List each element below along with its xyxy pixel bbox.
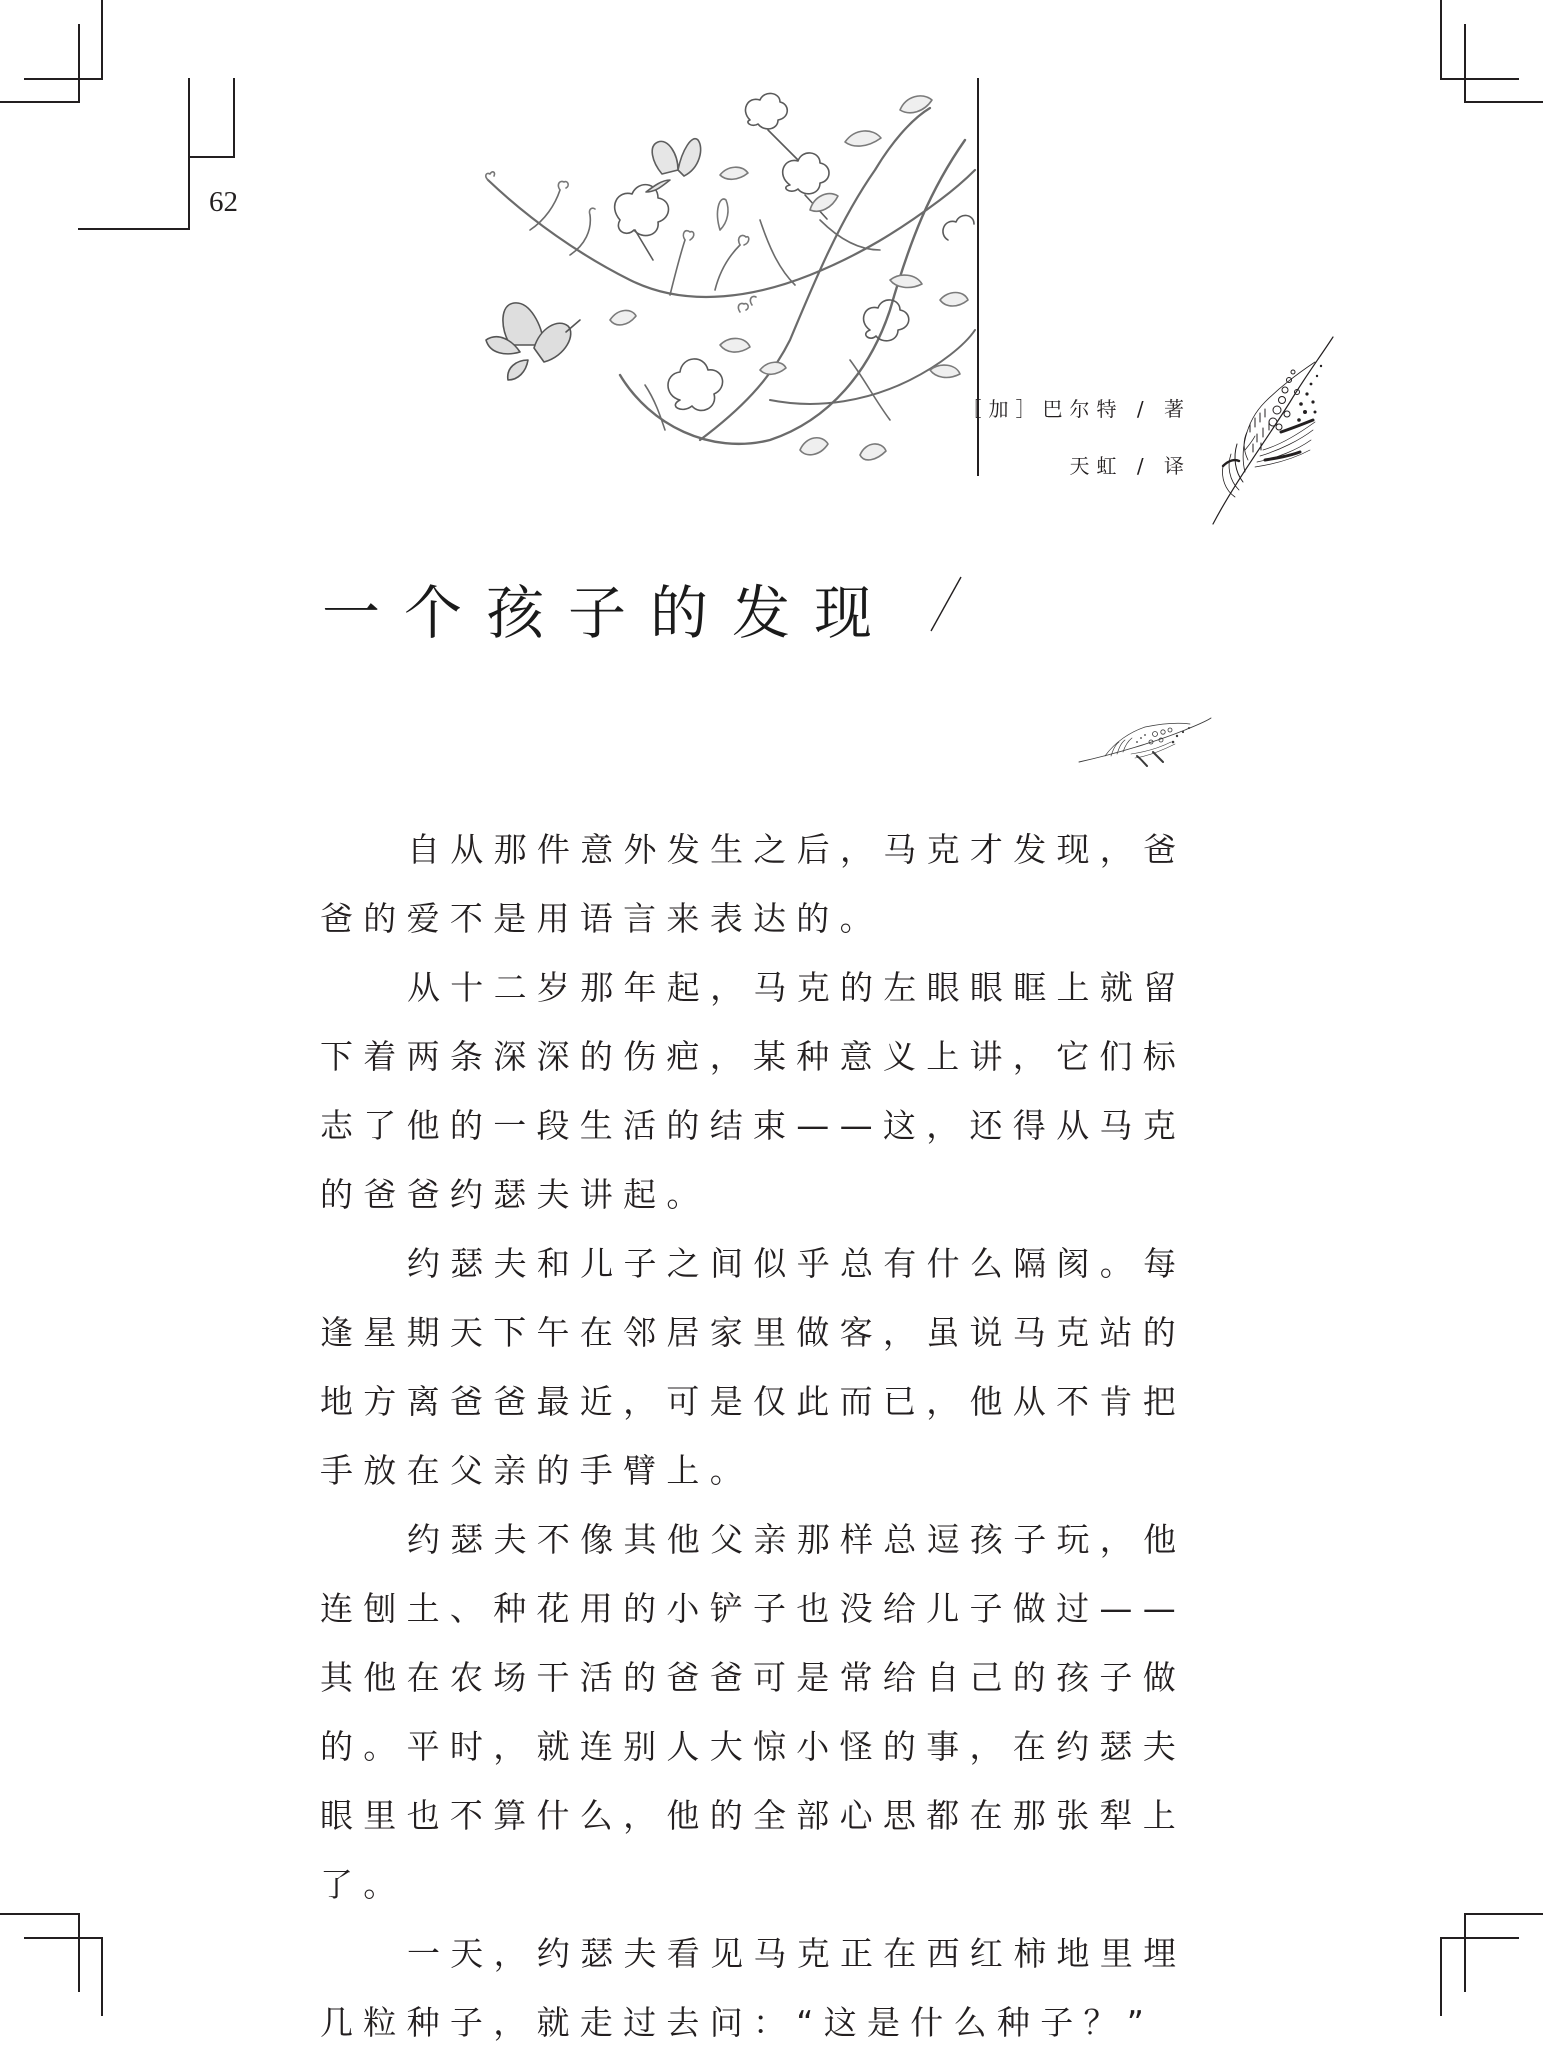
crop-mark-bottom-right-h2 <box>1440 1937 1519 1939</box>
crop-mark-top-left-v1 <box>101 0 103 79</box>
page-frame-inner-vertical <box>233 78 235 158</box>
translator-credit: 天虹 / 译 <box>1069 454 1191 478</box>
crop-mark-bottom-right-h1 <box>1464 1913 1543 1915</box>
feather-small-icon <box>1075 712 1215 767</box>
title-slash-mark <box>928 575 964 633</box>
crop-mark-bottom-left-v1 <box>78 1913 80 1992</box>
paragraph: 自从那件意外发生之后，马克才发现，爸爸的爱不是用语言来表达的。 <box>320 830 1187 938</box>
crop-mark-bottom-right-v2 <box>1440 1937 1442 2016</box>
feather-icon <box>1205 332 1340 527</box>
flower-vine-illustration <box>470 80 980 480</box>
paragraph: 从十二岁那年起，马克的左眼眼眶上就留下着两条深深的伤疤，某种意义上讲，它们标志了他的一段生活的结束——这，还得从马克的爸爸约瑟夫讲起。 <box>320 968 1187 1214</box>
page-number: 62 <box>209 186 238 218</box>
page-frame-vertical <box>188 78 190 230</box>
butterfly-icon <box>486 303 580 380</box>
crop-mark-top-left-h2 <box>0 101 79 103</box>
crop-mark-bottom-left-h1 <box>0 1913 79 1915</box>
butterfly-icon <box>646 139 701 192</box>
crop-mark-top-right-v2 <box>1464 24 1466 103</box>
paragraph: 约瑟夫和儿子之间似乎总有什么隔阂。每逢星期天下午在邻居家里做客，虽说马克站的地方离爸爸最近，可是仅此而已，他从不肯把手放在父亲的手臂上。 <box>320 1244 1187 1490</box>
paragraph: 一天，约瑟夫看见马克正在西红柿地里埋几粒种子，就走过去问：“这是什么种子？” <box>320 1934 1187 2042</box>
page-frame-bottom <box>78 228 189 230</box>
article-body <box>320 815 1200 2057</box>
crop-mark-top-left-v2 <box>78 24 80 103</box>
author-credit: ［加］巴尔特 / 著 <box>961 397 1191 421</box>
article-title: 一个孩子的发现 <box>322 579 897 647</box>
crop-mark-bottom-right-v1 <box>1464 1913 1466 1992</box>
crop-mark-top-left-h1 <box>24 78 103 80</box>
crop-mark-bottom-left-h2 <box>24 1937 103 1939</box>
crop-mark-bottom-left-v2 <box>101 1937 103 2016</box>
crop-mark-top-right-h2 <box>1464 101 1543 103</box>
crop-mark-top-right-v1 <box>1440 0 1442 79</box>
paragraph: 约瑟夫不像其他父亲那样总逗孩子玩，他连刨土、种花用的小铲子也没给儿子做过——其他在农场干活的爸爸可是常给自己的孩子做的。平时，就连别人大惊小怪的事，在约瑟夫眼里也不算什么，他的全部心思都在那张犁上了。 <box>320 1520 1187 1904</box>
page-frame-inner-horizontal <box>188 156 235 158</box>
crop-mark-top-right-h1 <box>1440 78 1519 80</box>
